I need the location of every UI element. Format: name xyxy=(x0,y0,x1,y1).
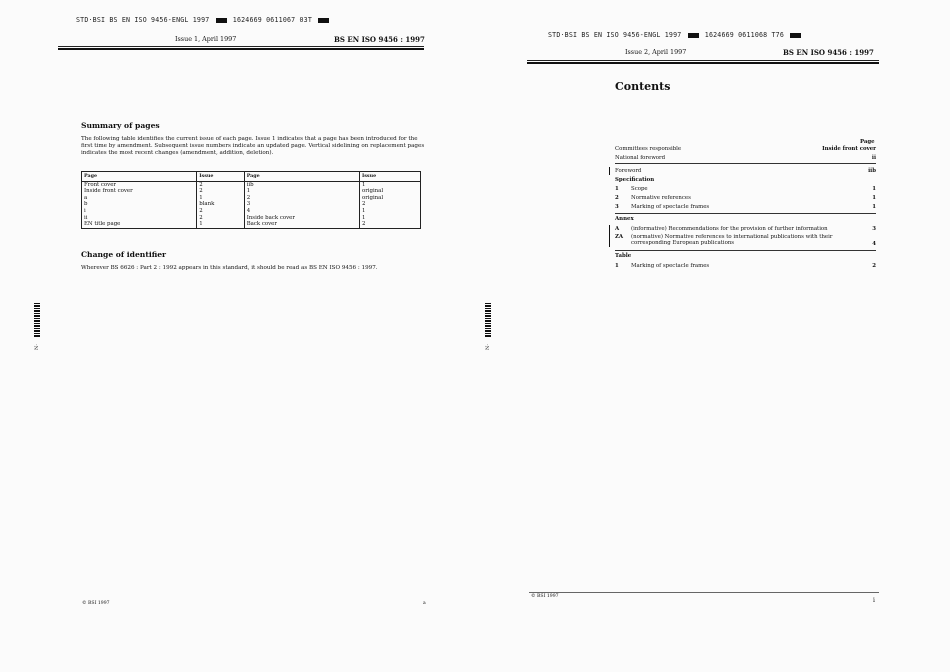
toc-section-heading xyxy=(615,253,876,259)
toc-entry[interactable] xyxy=(615,263,876,269)
table-cell: 2 xyxy=(197,215,244,222)
table-header: Issue xyxy=(197,172,244,182)
side-mark: N· xyxy=(34,344,40,350)
table-cell: blank xyxy=(197,201,244,208)
toc-label: National foreword xyxy=(615,155,666,161)
toc-label: Committees responsible xyxy=(615,146,682,152)
table-cell: i xyxy=(82,208,197,215)
standard-code: BS EN ISO 9456 : 1997 xyxy=(334,35,425,44)
toc-page: 1 xyxy=(872,186,876,192)
toc-number: 3 xyxy=(615,204,619,210)
black-block xyxy=(318,18,329,23)
toc-entry[interactable] xyxy=(615,186,876,192)
table-cell: b xyxy=(82,201,197,208)
table-header: Page xyxy=(244,172,359,182)
table-cell: 2 xyxy=(359,201,420,208)
issue-label: Issue 1, April 1997 xyxy=(175,35,237,43)
toc-page: 1 xyxy=(872,195,876,201)
toc-label: Annex xyxy=(615,216,634,222)
table-cell: 1 xyxy=(244,188,359,195)
toc-entry[interactable] xyxy=(615,226,876,232)
table-row xyxy=(82,195,421,202)
table-cell: 2 xyxy=(244,195,359,202)
toc-page: iib xyxy=(868,168,876,174)
toc-label: Marking of spectacle frames xyxy=(631,204,710,210)
black-block xyxy=(688,33,699,38)
summary-title: Summary of pages xyxy=(81,121,160,130)
toc-label: (informative) Recommendations for the provision of further information xyxy=(631,226,828,232)
table-cell: Inside back cover xyxy=(244,215,359,222)
header-rule xyxy=(58,46,424,47)
toc-number: ZA xyxy=(615,234,624,240)
table-cell: 1 xyxy=(197,195,244,202)
footer-copyright: © BSI 1997 xyxy=(531,594,559,599)
footer-rule xyxy=(529,592,879,593)
barcode-icon xyxy=(34,303,40,337)
table-cell: a xyxy=(82,195,197,202)
page-column-label: Page xyxy=(860,139,875,145)
change-sideline xyxy=(609,167,610,175)
toc-label: Specification xyxy=(615,177,655,183)
footer-page-number: i xyxy=(873,597,875,604)
table-row xyxy=(82,201,421,208)
footer-page-number: a xyxy=(423,601,426,606)
toc-section-heading xyxy=(615,177,876,183)
toc-section-heading xyxy=(615,216,876,222)
scan-header-line xyxy=(76,16,331,24)
table-cell: 4 xyxy=(244,208,359,215)
barcode-icon xyxy=(485,303,491,337)
toc-number: A xyxy=(615,226,620,232)
scan-code-tail: 1624669 0611068 T76 xyxy=(704,31,785,39)
table-cell: Back cover xyxy=(244,221,359,228)
toc-label: Marking of spectacle frames xyxy=(631,263,710,269)
table-cell: 2 xyxy=(197,208,244,215)
toc-entry[interactable] xyxy=(615,168,876,174)
toc-number: 2 xyxy=(615,195,619,201)
table-row xyxy=(82,221,421,228)
table-cell: original xyxy=(359,195,420,202)
table-cell: 3 xyxy=(244,201,359,208)
header-rule-thick xyxy=(527,62,879,64)
toc-page: 2 xyxy=(872,263,876,269)
toc-page: 4 xyxy=(872,241,876,247)
toc-label: (normative) Normative references to international publications with their corresponding European publications xyxy=(631,234,833,246)
change-text: Wherever BS 6626 : Part 2 : 1992 appears in this standard, it should be read as BS EN ISO 9456 : 1997. xyxy=(81,265,378,271)
table-cell: ii xyxy=(82,215,197,222)
toc-number: 1 xyxy=(615,263,619,269)
black-block xyxy=(790,33,801,38)
summary-table xyxy=(81,171,421,229)
header-rule xyxy=(527,60,879,61)
toc-page: 1 xyxy=(872,204,876,210)
issue-label: Issue 2, April 1997 xyxy=(625,48,687,56)
footer-copyright: © BSI 1997 xyxy=(82,601,110,606)
toc-page: Inside front cover xyxy=(822,146,876,152)
contents-title: Contents xyxy=(615,80,671,93)
black-block xyxy=(216,18,227,23)
summary-text: The following table identifies the current issue of each page. Issue 1 indicates that a page has been introduced for the first time by amendment. Subsequent issue numbers indicate an updated page. Vertical sidelining on replacement pages indicates the most recent changes (amendment, addition, deletion). xyxy=(81,136,425,156)
toc-entry[interactable] xyxy=(615,204,876,210)
scan-code: STD·BSI BS EN ISO 9456-ENGL 1997 xyxy=(548,31,682,39)
toc-entry[interactable] xyxy=(615,234,876,246)
toc-entry[interactable] xyxy=(615,155,876,161)
toc-number: 1 xyxy=(615,186,619,192)
table-row xyxy=(82,188,421,195)
table-row xyxy=(82,181,421,188)
change-title: Change of identifier xyxy=(81,250,167,259)
table-cell: 1 xyxy=(359,215,420,222)
table-cell: Inside front cover xyxy=(82,188,197,195)
toc-page: 3 xyxy=(872,226,876,232)
right-page xyxy=(475,0,950,672)
toc-entry[interactable] xyxy=(615,146,876,152)
toc-label: Scope xyxy=(631,186,648,192)
scan-code-tail: 1624669 0611067 03T xyxy=(232,16,313,24)
toc-divider xyxy=(615,250,876,251)
scan-code: STD·BSI BS EN ISO 9456-ENGL 1997 xyxy=(76,16,210,24)
table-cell: 2 xyxy=(197,181,244,188)
table-cell: iib xyxy=(244,181,359,188)
table-header: Page xyxy=(82,172,197,182)
table-cell: 1 xyxy=(359,208,420,215)
table-cell: 1 xyxy=(359,181,420,188)
toc-divider xyxy=(615,213,876,214)
table-cell: 1 xyxy=(197,221,244,228)
table-cell: 2 xyxy=(197,188,244,195)
standard-code: BS EN ISO 9456 : 1997 xyxy=(783,48,874,57)
toc-label: Normative references xyxy=(631,195,691,201)
table-cell: original xyxy=(359,188,420,195)
toc-label: Table xyxy=(615,253,632,259)
table-row xyxy=(82,208,421,215)
header-rule-thick xyxy=(58,48,424,50)
table-cell: Front cover xyxy=(82,181,197,188)
table-cell: EN title page xyxy=(82,221,197,228)
table-header-row xyxy=(82,172,421,182)
change-sideline xyxy=(609,225,610,247)
toc-divider xyxy=(615,163,876,164)
side-mark: N· xyxy=(485,344,491,350)
toc-page: ii xyxy=(871,155,876,161)
table-cell: 2 xyxy=(359,221,420,228)
table-header: Issue xyxy=(359,172,420,182)
toc-entry[interactable] xyxy=(615,195,876,201)
scan-header-line xyxy=(548,31,803,39)
toc-label: Foreword xyxy=(615,168,642,174)
table-row xyxy=(82,215,421,222)
left-page xyxy=(0,0,470,672)
